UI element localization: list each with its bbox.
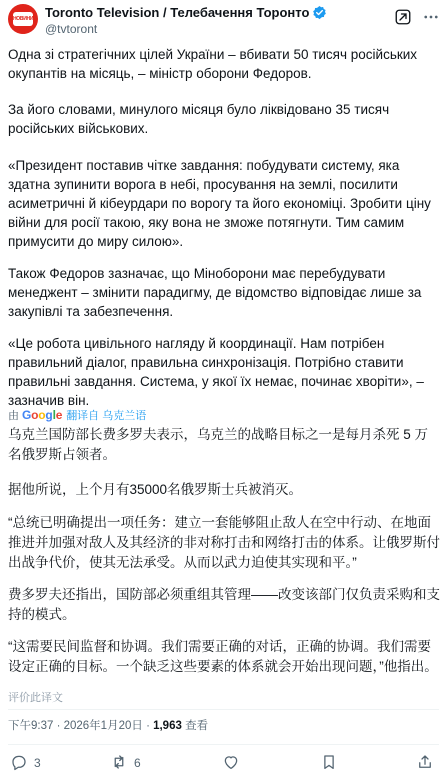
post-text-uk-paragraph: Також Федоров зазначає, що Міноборони має перебудувати менеджент – змінити парадигму, де відомство відповідає лише за закупівлі та забезпечення. [8, 266, 422, 319]
author-name-text: Toronto Television / Телебачення Торонто [45, 5, 310, 20]
like-button[interactable] [222, 752, 246, 774]
post-text-uk-paragraph: За його словами, минулого місяця було ліквідовано 35 тисяч російських військових. [8, 102, 390, 136]
translation-by-text: 由 [8, 410, 19, 422]
more-options-icon[interactable] [420, 6, 442, 28]
repost-icon [110, 753, 128, 774]
like-icon [222, 753, 240, 774]
verified-badge-icon [312, 5, 327, 24]
post-text-zh-paragraph: 费多罗夫还指出，国防部必须重组其管理——改变该部门仅负责采购和支持的模式。 [8, 587, 440, 622]
post-text-zh-paragraph: 乌克兰国防部长费多罗夫表示，乌克兰的战略目标之一是每月杀死 5 万名俄罗斯占领者。 [8, 427, 429, 462]
post-text-uk-paragraph: «Президент поставив чітке завдання: побудувати систему, яка здатна зупинити ворога в небі, просування на землі, посилити асиметричні й кібеурдари по ворогу та його економіці. Зробити ціну війни для росії такою, яку вона не зможе потягнути. Тим самим примусити до миру силою». [8, 158, 431, 249]
repost-count: 6 [134, 756, 141, 770]
translation-attribution [8, 407, 146, 423]
grok-icon[interactable] [392, 6, 414, 28]
post-meta [8, 717, 208, 733]
post-header [8, 4, 439, 40]
reply-button[interactable] [10, 752, 41, 774]
google-logo: Google [22, 408, 63, 422]
share-button[interactable] [416, 752, 434, 774]
repost-button[interactable] [110, 752, 141, 774]
post-text-zh-paragraph: 据他所说，上个月有35000名俄罗斯士兵被消灭。 [8, 482, 303, 497]
translation-source-link[interactable]: 翻译自 乌克兰语 [66, 410, 147, 422]
avatar-logo-text: НОВИНИ ТТ [13, 12, 33, 26]
views-label: 查看 [181, 720, 209, 732]
bookmark-button[interactable] [320, 752, 338, 774]
reply-icon [10, 753, 28, 774]
author-handle[interactable]: @tvtoront [45, 22, 98, 36]
avatar[interactable] [8, 4, 38, 34]
share-icon [416, 753, 434, 774]
post-text-zh-paragraph: “总统已明确提出一项任务：建立一套能够阻止敌人在空中行动、在地面推进并加强对敌人及其经济的非对称打击和网络打击的体系。让俄罗斯付出战争代价，使其无法承受。从而以武力迫使其实现和平。” [8, 515, 440, 570]
bookmark-icon [320, 753, 338, 774]
divider [8, 709, 439, 710]
views-count: 1,963 [153, 720, 182, 732]
post-text-zh-paragraph: “这需要民间监督和协调。我们需要正确的对话，正确的协调。我们需要设定正确的目标。一个缺乏这些要素的体系就会开始出现问题，”他指出。 [8, 639, 438, 674]
post-text-uk-paragraph: «Це робота цивільного нагляду й координації. Нам потрібен правильний діалог, правильна синхронізація. Потрібно ставити правильні завдання. Система, у якої їх немає, починає хворіти», – зазначив він. [8, 336, 424, 408]
reply-count: 3 [34, 756, 41, 770]
divider [8, 744, 439, 745]
post-text-uk-paragraph: Одна зі стратегічних цілей України – вбивати 50 тисяч російських окупантів на місяць, – міністр оборони Федоров. [8, 47, 418, 81]
rate-translation-link[interactable]: 评价此译文 [8, 692, 63, 704]
post-timestamp[interactable]: 下午9:37 · 2026年1月20日 · [8, 720, 154, 732]
action-bar [8, 752, 439, 776]
